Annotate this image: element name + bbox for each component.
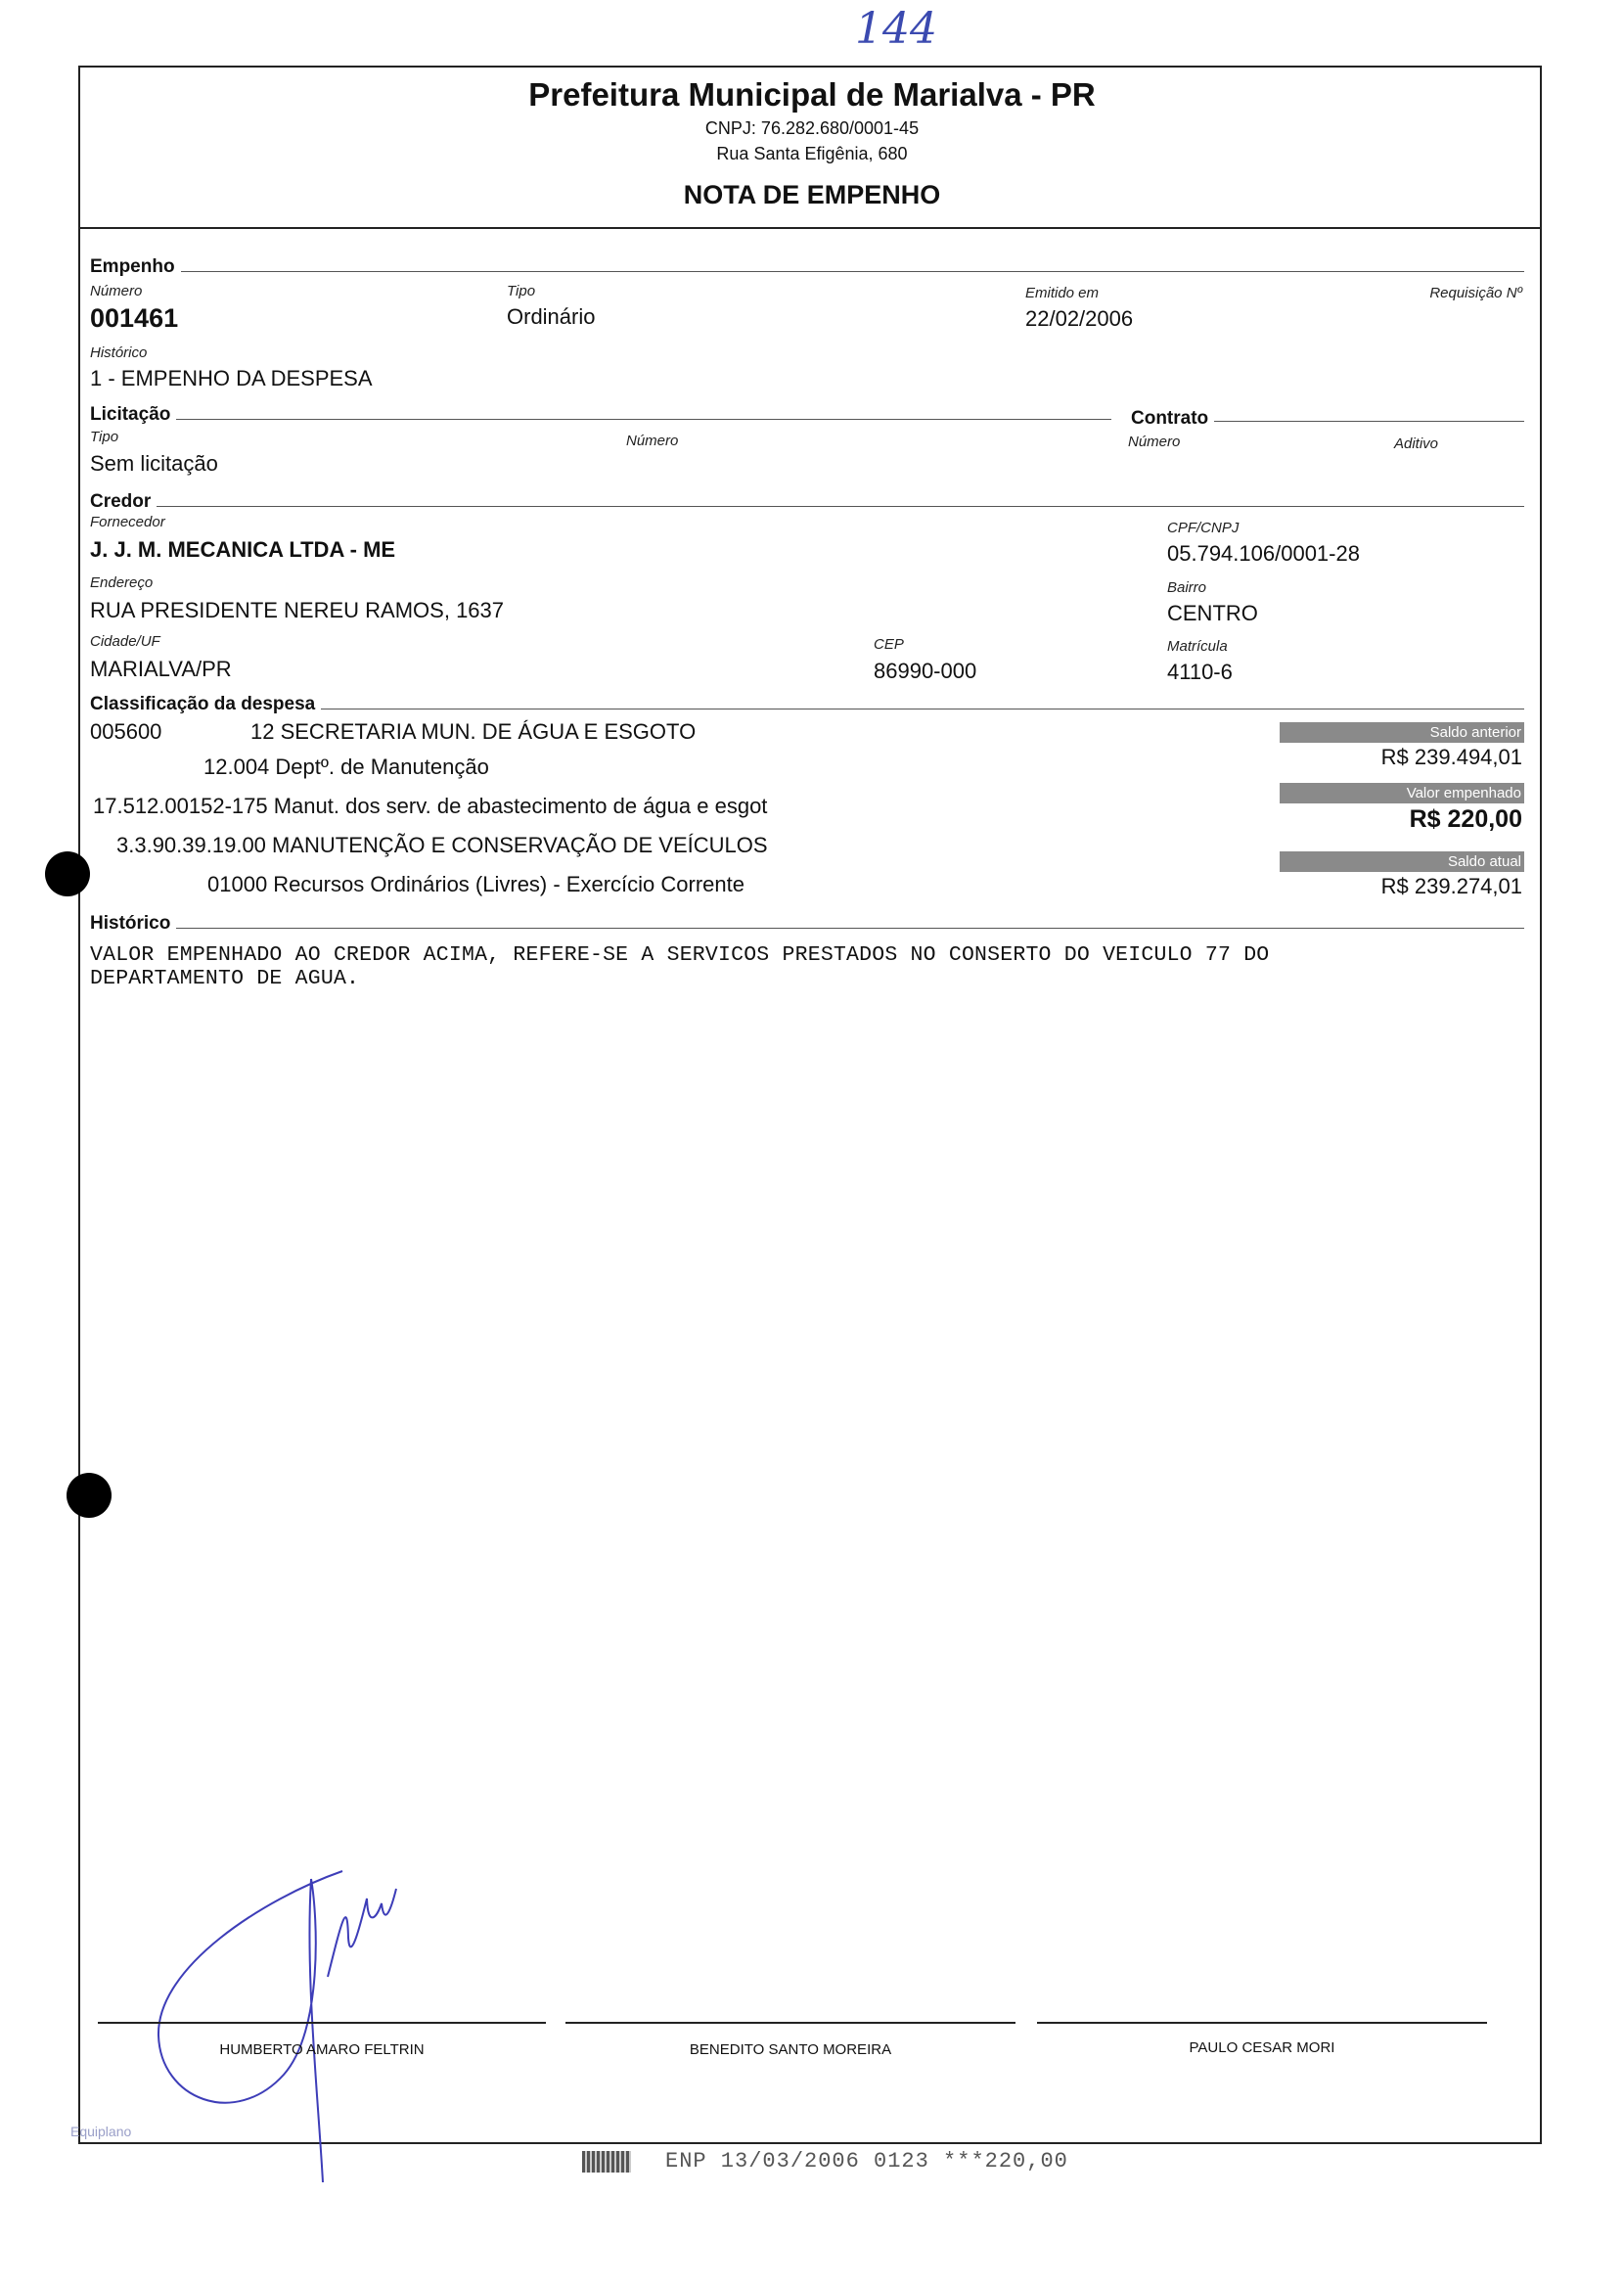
saldo-anterior-label: Saldo anterior: [1280, 722, 1524, 743]
bairro-label: Bairro: [1167, 579, 1207, 596]
section-credor: Credor: [90, 491, 157, 513]
fornecedor-name: J. J. M. MECANICA LTDA - ME: [90, 537, 396, 562]
saldo-anterior-value: R$ 239.494,01: [1380, 745, 1522, 769]
licitacao-rule: [172, 419, 1111, 420]
valor-empenhado-label: Valor empenhado: [1280, 783, 1524, 803]
classificacao-code: 005600: [90, 719, 162, 744]
signature-name-2: BENEDITO SANTO MOREIRA: [689, 2041, 892, 2058]
header-divider: [78, 227, 1540, 229]
page-title: Prefeitura Municipal de Marialva - PR: [528, 76, 1096, 113]
cnpj-text: CNPJ: 76.282.680/0001-45: [704, 118, 920, 138]
fornecedor-label: Fornecedor: [90, 514, 165, 530]
contrato-numero-label: Número: [1128, 434, 1181, 450]
matricula-value: 4110-6: [1167, 660, 1233, 684]
historico-line1: VALOR EMPENHADO AO CREDOR ACIMA, REFERE-SE A SERVICOS PRESTADOS NO CONSERTO DO VEICULO 77 DO: [90, 943, 1270, 967]
signature-line-1: [98, 2022, 546, 2024]
section-historico: Histórico: [90, 913, 176, 935]
signature-name-3: PAULO CESAR MORI: [1189, 2039, 1335, 2056]
footer-equiplano: Equiplano: [70, 2124, 132, 2139]
licitacao-tipo: Sem licitação: [90, 451, 218, 476]
classificacao-line1: 12 SECRETARIA MUN. DE ÁGUA E ESGOTO: [250, 719, 697, 744]
signature-name-1: HUMBERTO AMARO FELTRIN: [219, 2041, 425, 2058]
address-text: Rua Santa Efigênia, 680: [716, 144, 908, 163]
empenho-rule: [176, 271, 1524, 272]
emitido-date: 22/02/2006: [1025, 306, 1134, 331]
punch-hole-top: [45, 851, 90, 896]
cpf-value: 05.794.106/0001-28: [1167, 541, 1360, 566]
document-title: NOTA DE EMPENHO: [683, 180, 941, 209]
cep-label: CEP: [874, 636, 904, 653]
saldo-atual-value: R$ 239.274,01: [1380, 874, 1522, 898]
section-contrato: Contrato: [1127, 408, 1214, 430]
classificacao-line5: 01000 Recursos Ordinários (Livres) - Exercício Corrente: [207, 872, 744, 896]
cpf-label: CPF/CNPJ: [1167, 520, 1240, 536]
empenho-historico: 1 - EMPENHO DA DESPESA: [90, 366, 373, 390]
handwritten-page-number: 144: [855, 4, 937, 54]
cidade-value: MARIALVA/PR: [90, 657, 232, 681]
empenho-tipo: Ordinário: [507, 304, 596, 329]
classificacao-line3: 17.512.00152-175 Manut. dos serv. de abastecimento de água e esgot: [93, 794, 768, 818]
signature-line-3: [1037, 2022, 1487, 2024]
licitacao-numero-label: Número: [626, 433, 679, 449]
cep-value: 86990-000: [874, 659, 977, 683]
historico-label: Histórico: [90, 344, 148, 361]
classificacao-line4: 3.3.90.39.19.00 MANUTENÇÃO E CONSERVAÇÃO DE VEÍCULOS: [116, 833, 768, 857]
numero-label: Número: [90, 283, 143, 299]
requisicao-label: Requisição Nº: [1429, 285, 1522, 301]
saldo-atual-label: Saldo atual: [1280, 851, 1524, 872]
section-classificacao: Classificação da despesa: [90, 694, 321, 715]
licitacao-tipo-label: Tipo: [90, 429, 119, 445]
bairro-value: CENTRO: [1167, 601, 1258, 625]
endereco-value: RUA PRESIDENTE NEREU RAMOS, 1637: [90, 598, 505, 622]
emitido-label: Emitido em: [1025, 285, 1100, 301]
contrato-aditivo-label: Aditivo: [1394, 435, 1439, 452]
section-empenho: Empenho: [90, 256, 181, 278]
historico-line2: DEPARTAMENTO DE AGUA.: [90, 967, 360, 990]
classificacao-line2: 12.004 Deptº. de Manutenção: [203, 755, 489, 779]
signature-scribble: [147, 1859, 460, 2192]
cidade-label: Cidade/UF: [90, 633, 160, 650]
valor-empenhado-value: R$ 220,00: [1409, 805, 1522, 833]
historico-rule: [168, 928, 1524, 929]
punch-hole-bottom: [67, 1473, 112, 1518]
stamp-logo: [582, 2151, 631, 2173]
matricula-label: Matrícula: [1167, 638, 1228, 655]
credor-rule: [157, 506, 1524, 507]
endereco-label: Endereço: [90, 574, 154, 591]
tipo-label: Tipo: [507, 283, 536, 299]
section-licitacao: Licitação: [90, 404, 176, 426]
signature-line-2: [565, 2022, 1015, 2024]
footer-stamp: ENP 13/03/2006 0123 ***220,00: [665, 2149, 1068, 2174]
contrato-rule: [1213, 421, 1524, 422]
empenho-numero: 001461: [90, 303, 179, 333]
